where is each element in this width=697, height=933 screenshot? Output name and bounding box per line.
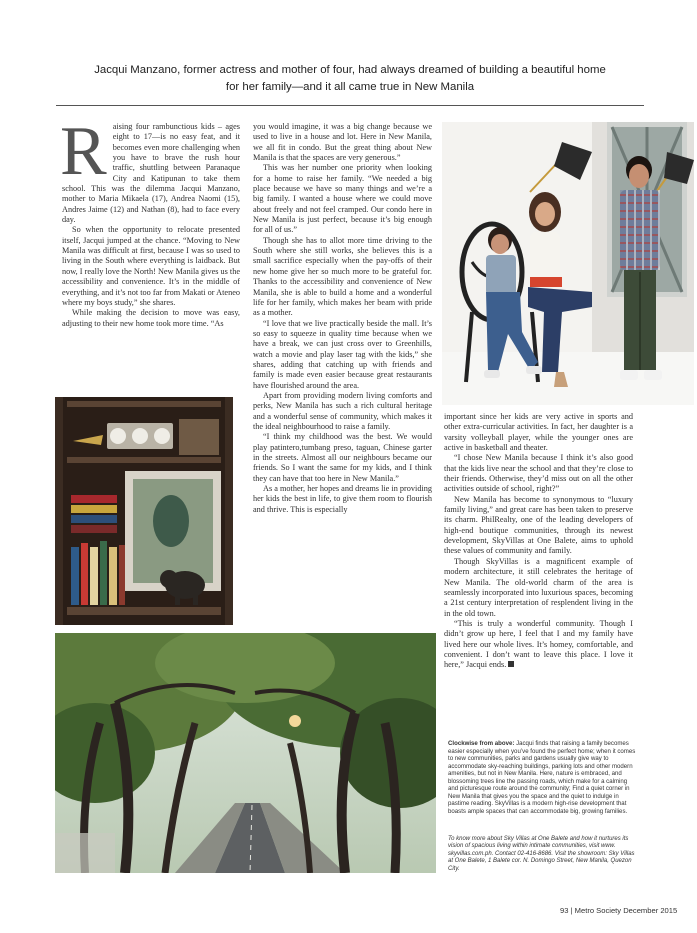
paragraph: Though she has to allot more time driving to the South where she still works, she believes this is a small sacrifice especially when the pay-offs of their new home give her so much more to be grateful for. Thanks to the accessibility and convenience of New Manila, she is able to build a home and a wonderful life for her family, which makes her beam with pride as a mother. — [253, 235, 432, 318]
paragraph: important since her kids are very active in sports and other extra-curricular activities. In fact, her daughter is a varsity volleyball player, while the younger ones are active in basketball and theater. — [444, 412, 633, 453]
article-deck — [56, 62, 644, 95]
paragraph: This was her number one priority when looking for a home to raise her family. “We needed a big place because we have so many things and we’re a big family. I wanted a house where we could move about freely and not feel cramped. Our condo here in New Manila is just perfect, because it’s big enough for all of us.” — [253, 163, 432, 235]
more-info-note: To know more about Sky Villas at One Balete and how it nurtures its vision of spacious living within intimate communities, visit www. skyvillas.com.ph. Contact 02-416-8686. Visit the showroom: Sky Villas at One Balete, 1 Balete cor. N. Domingo Street, New Manila, Quezon City. — [448, 836, 635, 872]
paragraph: “I think my childhood was the best. We would play patintero,tumbang preso, taguan, Chinese garter in the streets. Almost all our neighbours became our friends. So I want the same for my kids, and I think they can have that too here in New Manila.” — [253, 432, 432, 483]
deck-line-1: Jacqui Manzano, former actress and mother of four, had always dreamed of building a beautiful home — [94, 64, 606, 76]
tree-lined-street-photo — [55, 633, 436, 873]
bookshelf-clocks-photo — [55, 397, 233, 625]
article-column-3 — [444, 412, 633, 671]
paragraph: As a mother, her hopes and dreams lie in providing her kids the best in life, to give them room to flourish and thrive. This is especially — [253, 484, 432, 514]
paragraph: New Manila has become to synonymous to “luxury family living,” and great care has been taken to preserve its charm. PhilRealty, one of the leading developers of high-end boutique communities, through its newest development, SkyVillas at One Balete, aims to uphold these values of community and family. — [444, 494, 633, 556]
paragraph: Apart from providing modern living comforts and perks, New Manila has such a rich cultural heritage and a wonderful sense of community, which makes it the ideal neighbourhood to raise a family. — [253, 390, 432, 431]
page-folio — [560, 906, 694, 915]
paragraph: “This is truly a wonderful community. Though I didn’t grow up here, I feel that I and my family have lived here our whole lives. It’s homey, comfortable, and convenient. I don’t want to leave this place. I love it here,” Jacqui ends. — [444, 618, 633, 670]
page-number: 93 — [560, 906, 569, 915]
paragraph: Though SkyVillas is a magnificent example of modern architecture, it still celebrates the heritage of New Manila. The old-world charm of the area is seamlessly incorporated into luxurious spaces, becoming a 21st century interpretation of resplendent living in the in the old town. — [444, 556, 633, 618]
drop-cap: R — [60, 113, 107, 190]
deck-divider — [56, 105, 644, 106]
end-mark-icon — [508, 661, 514, 667]
paragraph: “I love that we live practically beside the mall. It’s so easy to squeeze in quality time because when we have a break, we can just cross over to Greenhills, watch a movie and play laser tag with the kids,” she shares, adding that catching up with friends and family is made even easier because great restaurants have flourished around the area. — [253, 318, 432, 390]
folio-separator: | — [568, 906, 575, 915]
paragraph: Raising four rambunctious kids – ages eight to 17—is no easy feat, and it becomes even more challenging when you have to brave the rush hour traffic, shuttling between Paranaque City and Katipunan to take them school. This was the dilemma Jacqui Manzano, mother to Maria Mikaela (17), Andrea Naomi (15), Andres Jaime (12) and Nathan (8), had to face every day. — [60, 113, 240, 225]
caption-text: Jacqui finds that raising a family becomes easier especially when you’ve found the perfect home; when it comes to new communities, parks and gardens usually give way to accommodate sky-reaching buildings, parking lots and other modern amenities, but not in New Manila. Here, nature is embraced, and blossoming trees line the passing roads, which make for a calming and picturesque route around the community; Find a quiet corner in New Manila that gives you the space and the quiet to indulge in pastime reading. SkyVillas is a modern high-rise development that boasts ample spaces that can accommodate big, growing families. — [448, 740, 636, 815]
publication-name: Metro Society December 2015 — [574, 906, 678, 915]
caption-lead: Clockwise from above: — [448, 740, 515, 747]
photo-caption — [448, 740, 636, 815]
article-column-1 — [60, 113, 240, 329]
paragraph: you would imagine, it was a big change because we used to live in a house and lot. Here in New Manila, we all fit in condo. But the great thing about New Manila is that the spaces are very generous.” — [253, 122, 432, 163]
paragraph: While making the decision to move was easy, adjusting to their new home took more time. “As — [62, 308, 240, 328]
paragraph: So when the opportunity to relocate presented itself, Jacqui jumped at the chance. “Moving to New Manila was difficult at first, because I was so used to living in the South where everything is laidback. But now, I really love the North! New Manila gives us the accessibility and convenience. It’s in the middle of everything, and it’s not too far from Makati or Ateneo where my boys study,” she shares. — [62, 225, 240, 307]
family-portrait-photo — [442, 122, 694, 405]
paragraph: “I chose New Manila because I think it’s also good that the kids live near the school and that they’re close to their friends. Otherwise, they’d miss out on all the other activities outside of school, right?” — [444, 453, 633, 494]
deck-line-2: for her family—and it all came true in New Manila — [225, 80, 475, 93]
article-column-2 — [253, 122, 432, 515]
